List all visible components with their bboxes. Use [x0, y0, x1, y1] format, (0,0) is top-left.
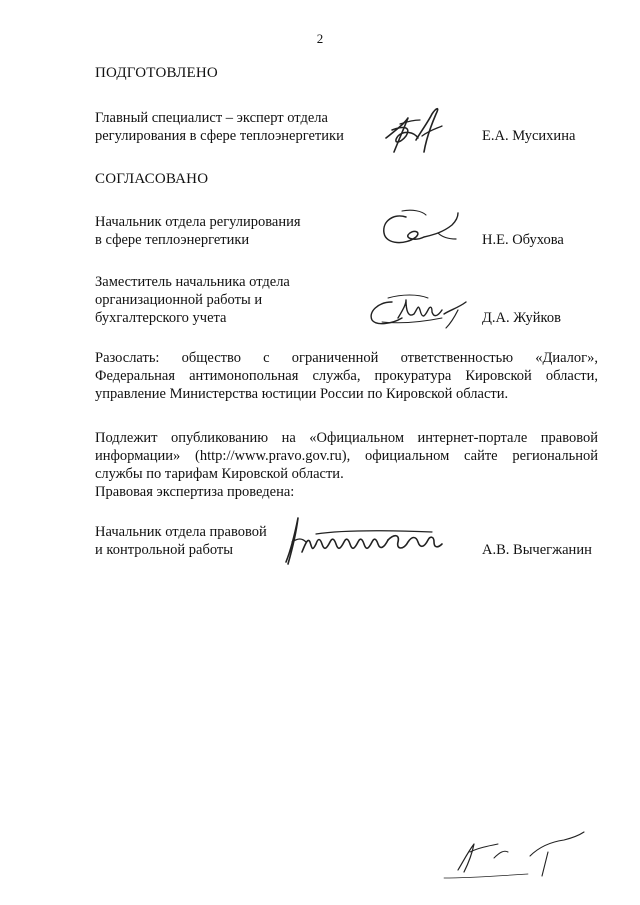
- prepared-name: Е.А. Мусихина: [482, 128, 576, 144]
- agreed-heading: СОГЛАСОВАНО: [95, 171, 209, 187]
- legal-role-line-2: и контрольной работы: [95, 542, 233, 558]
- signature-obukhova: [372, 203, 468, 251]
- distribution-line-1: Разослать: общество с ограниченной ответственностью «Диалог»,: [95, 350, 598, 366]
- agreed-role-2-line-3: бухгалтерского учета: [95, 310, 227, 326]
- agreed-role-2-line-1: Заместитель начальника отдела: [95, 274, 290, 290]
- publication-line-2: информации» (http://www.pravo.gov.ru), официальном сайте региональной: [95, 448, 598, 464]
- expertise-note: Правовая экспертиза проведена:: [95, 484, 295, 500]
- distribution-paragraph: [95, 349, 598, 403]
- distribution-line-2: Федеральная антимонопольная служба, прокуратура Кировской области,: [95, 368, 598, 384]
- agreed-name-2: Д.А. Жуйков: [482, 310, 561, 326]
- signature-vychegzhanin: [272, 512, 448, 568]
- legal-name: А.В. Вычегжанин: [482, 542, 592, 558]
- prepared-role: [95, 109, 385, 145]
- legal-role-line-1: Начальник отдела правовой: [95, 524, 267, 540]
- publication-line-1: Подлежит опубликованию на «Официальном интернет-портале правовой: [95, 430, 598, 446]
- agreed-role-1-line-2: в сфере теплоэнергетики: [95, 232, 250, 248]
- agreed-role-1-line-1: Начальник отдела регулирования: [95, 214, 301, 230]
- signature-zhuykov: [362, 288, 472, 334]
- agreed-role-1: [95, 213, 385, 249]
- publication-paragraph: [95, 429, 598, 501]
- prepared-heading: ПОДГОТОВЛЕНО: [95, 65, 218, 81]
- page-number: 2: [316, 31, 324, 46]
- agreed-role-2: [95, 273, 385, 327]
- signature-musikhina: [378, 100, 458, 160]
- distribution-line-3: управление Министерства юстиции России по Кировской области.: [95, 386, 509, 402]
- handwritten-mark: [438, 822, 598, 882]
- agreed-role-2-line-2: организационной работы и: [95, 292, 263, 308]
- agreed-name-1: Н.Е. Обухова: [482, 232, 564, 248]
- publication-line-3: службы по тарифам Кировской области.: [95, 466, 344, 482]
- prepared-role-line-2: регулирования в сфере теплоэнергетики: [95, 128, 344, 144]
- prepared-role-line-1: Главный специалист – эксперт отдела: [95, 110, 328, 126]
